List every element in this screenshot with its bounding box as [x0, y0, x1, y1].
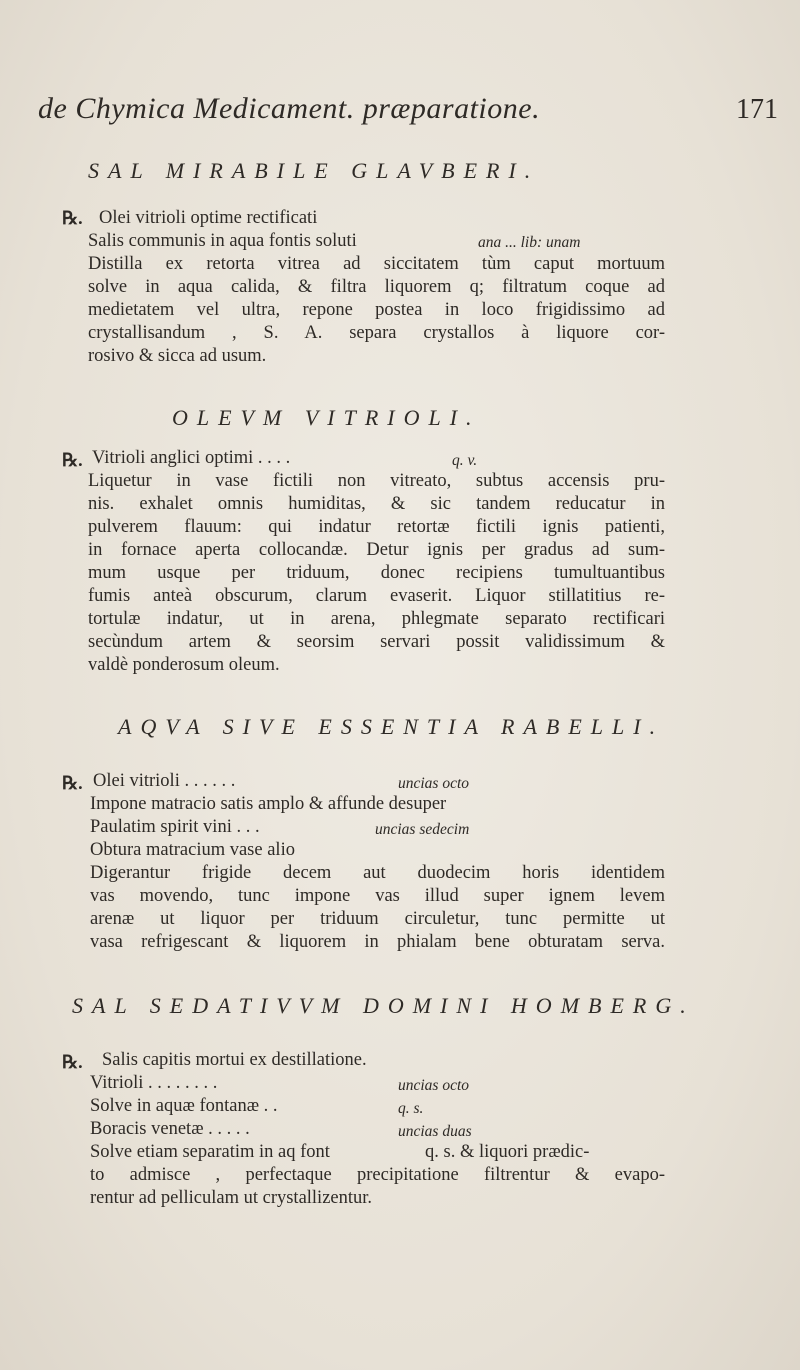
section-title-sal-mirabile: SAL MIRABILE GLAVBERI. — [88, 158, 540, 183]
text-line: Olei vitrioli optime rectificati — [99, 208, 318, 228]
text-line: secùndum artem & seorsim servari possit validissimum & — [88, 632, 665, 652]
text-line: solve in aqua calida, & filtra liquorem q; filtratum coque ad — [88, 277, 665, 297]
text-line: Paulatim spirit vini . . . — [90, 817, 260, 837]
text-line: arenæ ut liquor per triduum circuletur, tunc permitte ut — [90, 909, 665, 929]
quantity-label: q. v. — [452, 452, 478, 469]
running-head — [38, 92, 778, 132]
text-line: Liquetur in vase fictili non vitreato, subtus accensis pru- — [88, 471, 665, 491]
quantity-label: uncias sedecim — [375, 821, 470, 838]
text-line: Salis communis in aqua fontis soluti — [88, 231, 357, 251]
text-line: nis. exhalet omnis humiditas, & sic tandem reducatur in — [88, 494, 665, 514]
text-line: Vitrioli anglici optimi . . . . — [92, 448, 291, 468]
text-line: tortulæ indatur, ut in arena, phlegmate separato rectificari — [88, 609, 665, 629]
text-line: in fornace aperta collocandæ. Detur ignis per gradus ad sum- — [88, 540, 665, 560]
recipe-symbol: ℞. — [62, 450, 83, 470]
section-title-aqua-rabelli: AQVA SIVE ESSENTIA RABELLI. — [118, 714, 665, 739]
quantity-label: uncias duas — [398, 1123, 472, 1140]
running-title: de Chymica Medicament. præparatione. — [38, 92, 541, 125]
text-line: rosivo & sicca ad usum. — [88, 346, 267, 366]
text-line: Olei vitrioli . . . . . . — [93, 771, 236, 791]
quantity-label: ana ... lib: unam — [478, 234, 581, 251]
section-title-oleum-vitrioli: OLEVM VITRIOLI. — [172, 405, 481, 430]
section-title-sal-sedativum: SAL SEDATIVVM DOMINI HOMBERG. — [72, 993, 695, 1018]
text-line: to admisce , perfectaque precipitatione filtrentur & evapo- — [90, 1165, 665, 1185]
text-line: Boracis venetæ . . . . . — [90, 1119, 250, 1139]
text-line: Obtura matracium vase alio — [90, 840, 295, 860]
text-line: Solve in aquæ fontanæ . . — [90, 1096, 278, 1116]
text-line: Impone matracio satis amplo & affunde desuper — [90, 794, 447, 814]
quantity-label: uncias octo — [398, 1077, 470, 1094]
quantity-label: uncias octo — [398, 775, 470, 792]
recipe-symbol: ℞. — [62, 1052, 83, 1072]
text-line: rentur ad pelliculam ut crystallizentur. — [90, 1188, 373, 1208]
text-line: Salis capitis mortui ex destillatione. — [102, 1050, 367, 1070]
recipe-symbol: ℞. — [62, 208, 83, 228]
text-line: Digerantur frigide decem aut duodecim horis identidem — [90, 863, 665, 883]
text-line: valdè ponderosum oleum. — [88, 655, 280, 675]
text-line: medietatem vel ultra, repone postea in loco frigidissimo ad — [88, 300, 665, 320]
text-line: fumis anteà obscurum, clarum evaserit. Liquor stillatitius re- — [88, 586, 665, 606]
recipe-symbol: ℞. — [62, 773, 83, 793]
text-line: crystallisandum , S. A. separa crystallos à liquore cor- — [88, 323, 665, 343]
text-line: vasa refrigescant & liquorem in phialam bene obturatam serva. — [90, 932, 665, 952]
quantity-label: q. s. & liquori prædic- — [425, 1142, 590, 1162]
page-number: 171 — [736, 94, 778, 125]
quantity-label: q. s. — [398, 1100, 424, 1117]
text-line: mum usque per triduum, donec recipiens tumultuantibus — [88, 563, 665, 583]
text-line: Solve etiam separatim in aq font — [90, 1142, 330, 1162]
text-line: Vitrioli . . . . . . . . — [90, 1073, 218, 1093]
text-line: pulverem flauum: qui indatur retortæ fictili ignis patienti, — [88, 517, 665, 537]
text-line: vas movendo, tunc impone vas illud super ignem levem — [90, 886, 665, 906]
text-line: Distilla ex retorta vitrea ad siccitatem tùm caput mortuum — [88, 254, 665, 274]
